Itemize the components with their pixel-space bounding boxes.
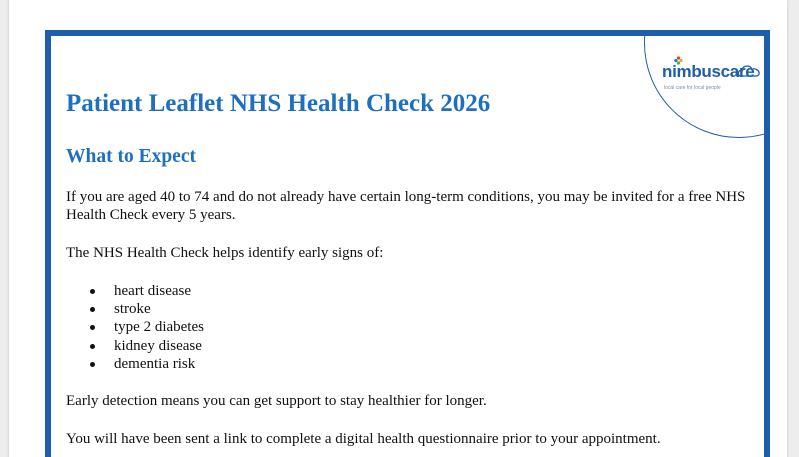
- condition-label: heart disease: [114, 283, 192, 299]
- early-detection-paragraph: Early detection means you can get support to stay healthier for longer.: [66, 393, 487, 409]
- condition-label: dementia risk: [114, 355, 196, 372]
- questionnaire-paragraph: You will have been sent a link to complete a digital health questionnaire prior to your appointment.: [66, 431, 661, 447]
- bullet-icon: [90, 289, 95, 294]
- list-item: [62, 355, 204, 373]
- list-item: [62, 300, 204, 318]
- section-heading: What to Expect: [66, 146, 196, 167]
- intro-paragraph: If you are aged 40 to 74 and do not already have certain long-term conditions, you may be invited for a free NHS Health Check every 5 years.: [66, 189, 746, 223]
- list-item: [62, 282, 204, 300]
- condition-label: kidney disease: [114, 337, 202, 354]
- nimbuscare-logo: [652, 56, 762, 96]
- condition-label: type 2 diabetes: [114, 319, 204, 336]
- list-item: [62, 337, 204, 355]
- logo-wordmark: nimbuscare: [662, 62, 755, 81]
- bullet-icon: [90, 344, 95, 349]
- list-item: [62, 318, 204, 336]
- condition-label: stroke: [114, 301, 151, 318]
- bullet-icon: [90, 325, 95, 330]
- leaflet-border-frame: [45, 30, 770, 457]
- conditions-list: [62, 282, 204, 373]
- logo-cloud-icon: [738, 64, 760, 77]
- leaflet-title: Patient Leaflet NHS Health Check 2026: [66, 90, 491, 117]
- logo-tagline: local care for local people: [664, 85, 721, 91]
- bullet-icon: [90, 307, 95, 312]
- document-page: [9, 0, 787, 457]
- bullet-icon: [90, 362, 95, 367]
- signs-intro-paragraph: The NHS Health Check helps identify early signs of:: [66, 245, 384, 261]
